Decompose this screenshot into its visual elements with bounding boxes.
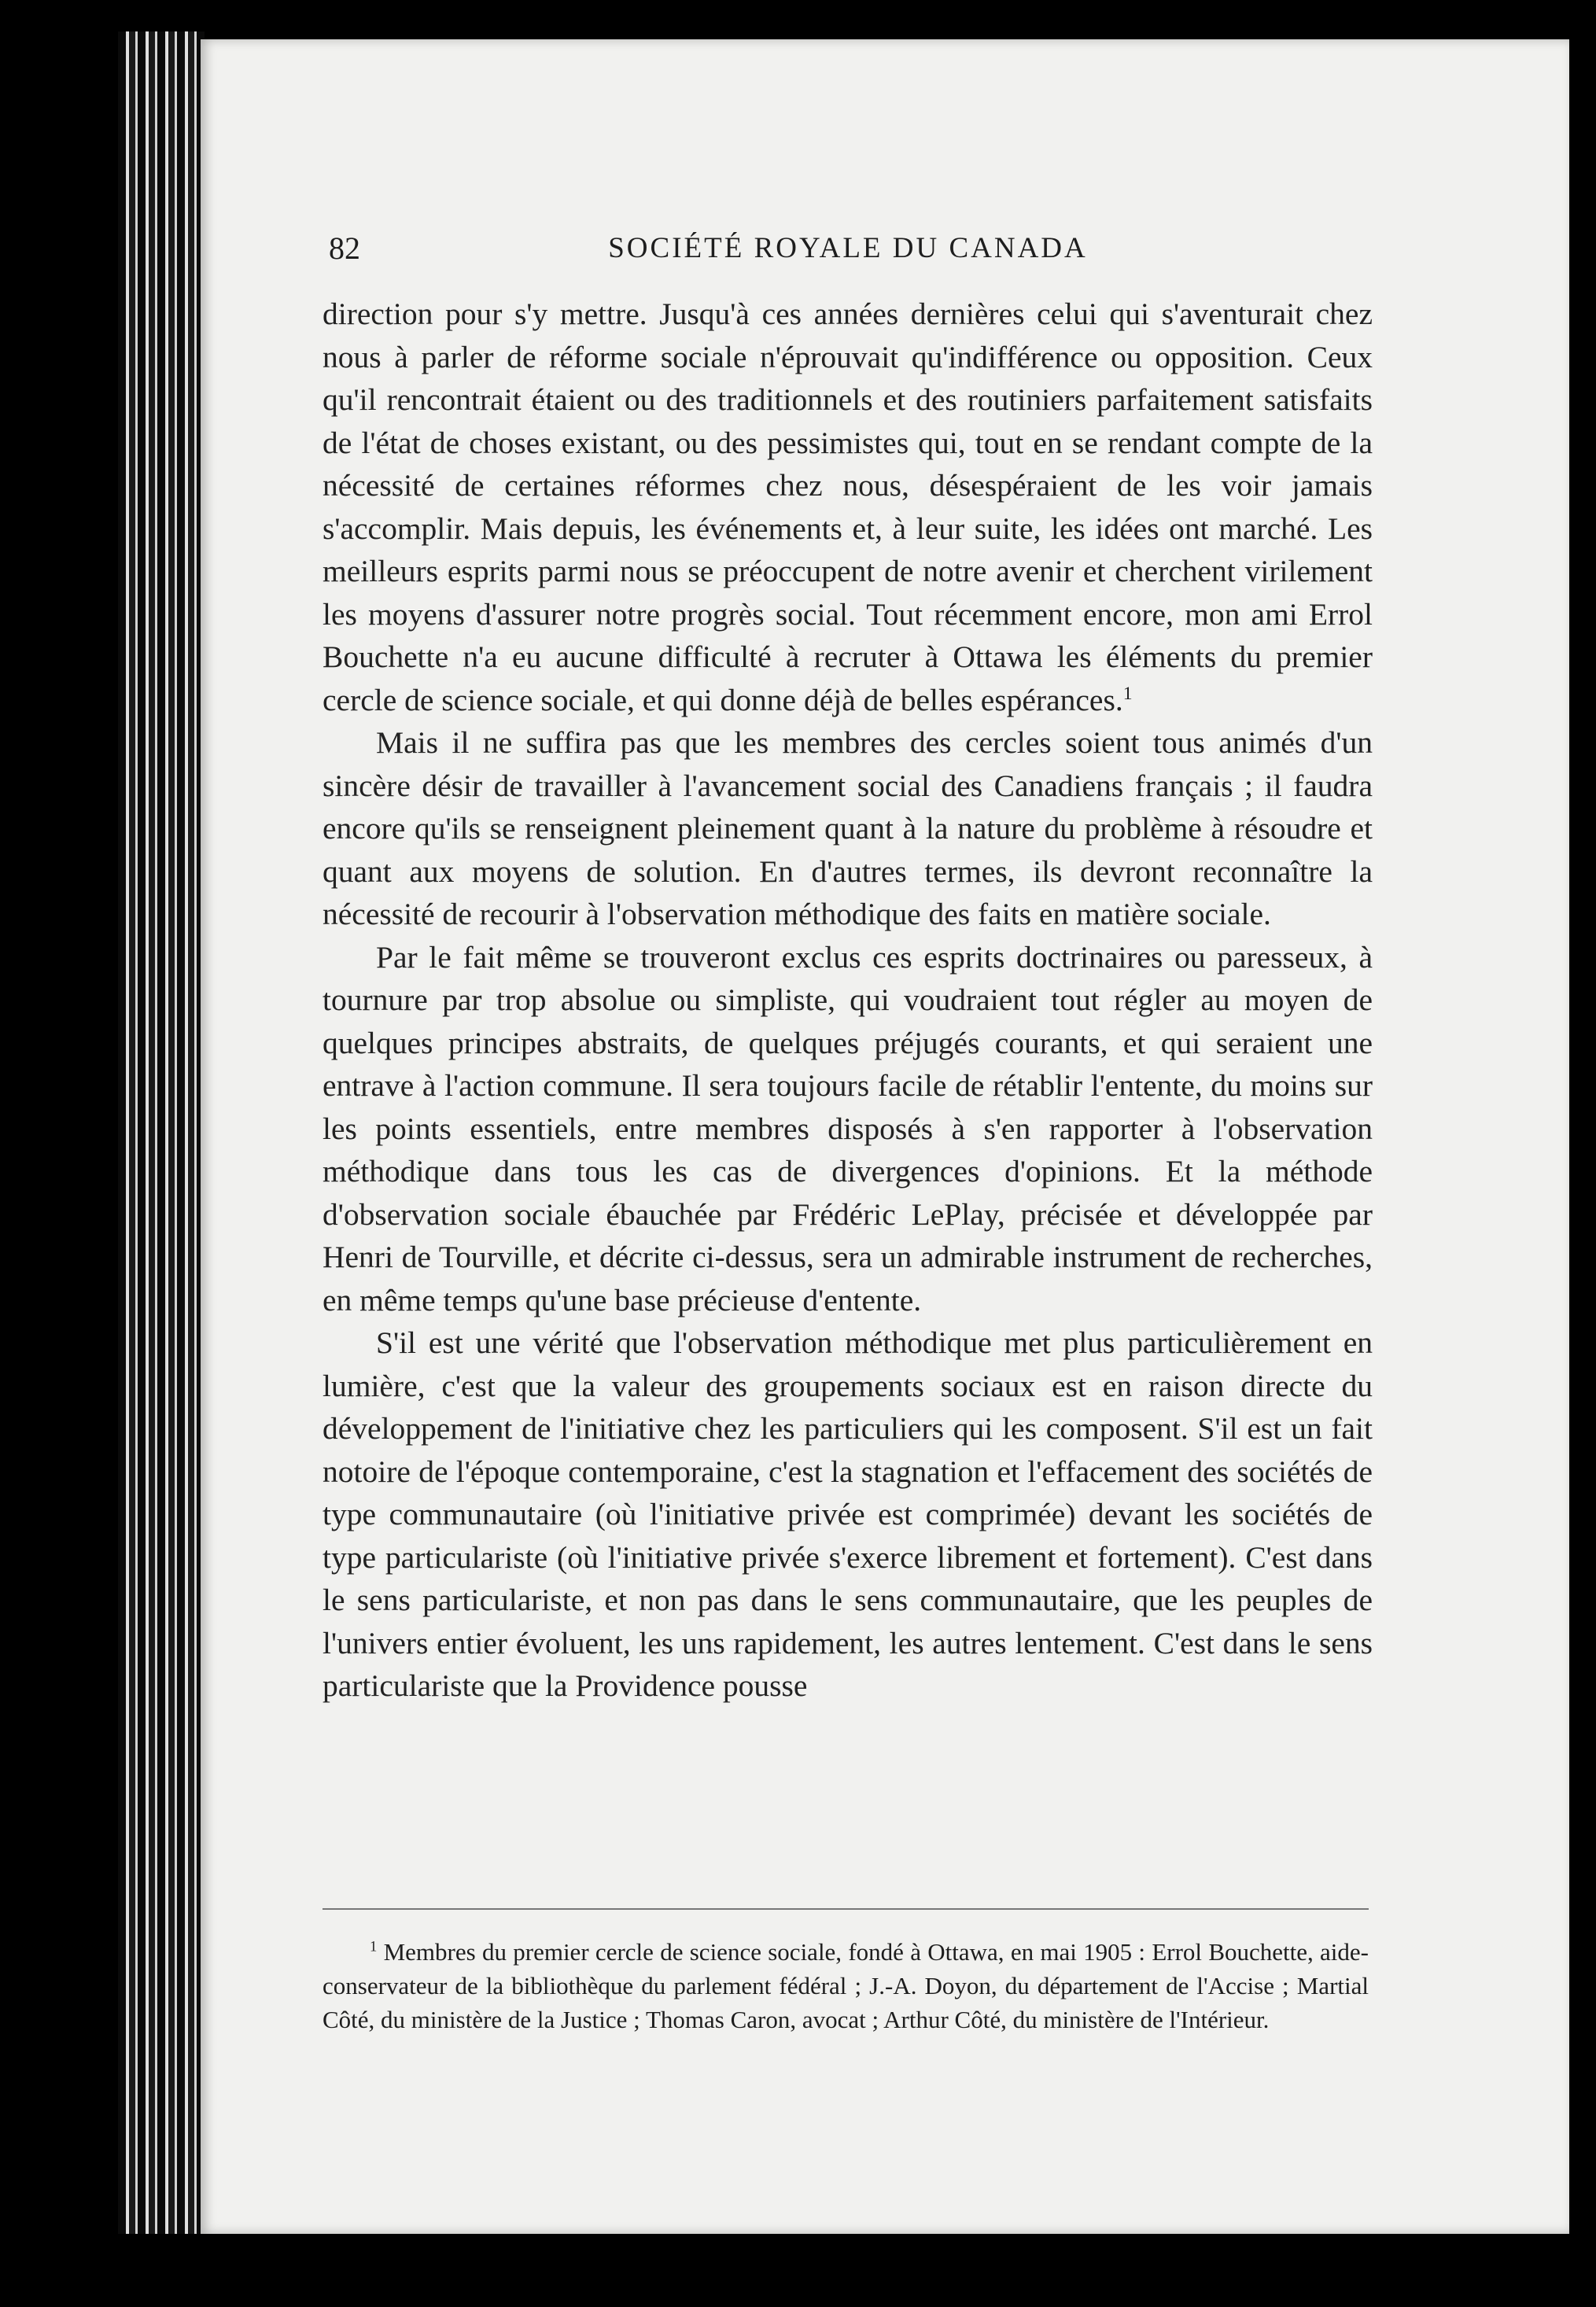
paragraph-1 — [323, 293, 1373, 721]
footnote-marker: 1 — [370, 1938, 378, 1955]
footnote-divider — [323, 1908, 1369, 1910]
paragraph-1-text: direction pour s'y mettre. Jusqu'à ces années dernières celui qui s'aventurait chez nous à parler de réforme sociale n'éprouvait qu'indifférence ou opposition. Ceux qu'il rencontrait étaient ou des traditionnels et des routiniers parfaitement satisfaits de l'état de choses existant, ou des pessimistes qui, tout en se rendant compte de la nécessité de certaines réformes chez nous, désespéraient de les voir jamais s'accomplir. Mais depuis, les événements et, à leur suite, les idées ont marché. Les meilleurs esprits parmi nous se préoccupent de notre avenir et cherchent virilement les moyens d'assurer notre progrès social. Tout récemment encore, mon ami Errol Bouchette n'a eu aucune difficulté à recruter à Ottawa les éléments du premier cercle de science sociale, et qui donne déjà de belles espérances. — [323, 297, 1373, 717]
running-title: SOCIÉTÉ ROYALE DU CANADA — [608, 232, 1088, 264]
footnote-text: Membres du premier cercle de science sociale, fondé à Ottawa, en mai 1905 : Errol Bouchette, aide-conservateur de la bibliothèque du parlement fédéral ; J.-A. Doyon, du département de l'Accise ; Martial Côté, du ministère de la Justice ; Thomas Caron, avocat ; Arthur Côté, du ministère de l'Intérieur. — [323, 1938, 1369, 2033]
paragraph-3: Par le fait même se trouveront exclus ces esprits doctrinaires ou paresseux, à tournure par trop absolue ou simpliste, qui voudraient tout régler au moyen de quelques principes abstraits, de quelques préjugés courants, et qui seraient une entrave à l'action commune. Il sera toujours facile de rétablir l'entente, du moins sur les points essentiels, entre membres disposés à s'en rapporter à l'observation méthodique dans tous les cas de divergences d'opinions. Et la méthode d'observation sociale ébauchée par Frédéric LePlay, précisée et développée par Henri de Tourville, et décrite ci-dessus, sera un admirable instrument de recherches, en même temps qu'une base précieuse d'entente. — [323, 939, 1373, 1317]
footnote — [323, 1935, 1369, 2036]
book-page-edges — [118, 31, 205, 2234]
page-number: 82 — [329, 230, 360, 266]
body-text — [323, 293, 1373, 1708]
footnote-reference: 1 — [1122, 683, 1133, 704]
page-header — [329, 230, 1367, 277]
paragraph-4: S'il est une vérité que l'observation méthodique met plus particulièrement en lumière, c'est que la valeur des groupements sociaux est en raison directe du développement de l'initiative chez les particuliers qui les composent. S'il est un fait notoire de l'époque contemporaine, c'est la stagnation et l'effacement des sociétés de type communautaire (où l'initiative privée est comprimée) devant les sociétés de type particulariste (où l'initiative privée s'exerce librement et fortement). C'est dans le sens particulariste, et non pas dans le sens communautaire, que les peuples de l'univers entier évoluent, les uns rapidement, les autres lentement. C'est dans le sens particulariste que la Providence pousse — [323, 1325, 1373, 1703]
paragraph-2: Mais il ne suffira pas que les membres des cercles soient tous animés d'un sincère désir de travailler à l'avancement social des Canadiens français ; il faudra encore qu'ils se renseignent pleinement quant à la nature du problème à résoudre et quant aux moyens de solution. En d'autres termes, ils devront reconnaître la nécessité de recourir à l'observation méthodique des faits en matière sociale. — [323, 725, 1373, 931]
